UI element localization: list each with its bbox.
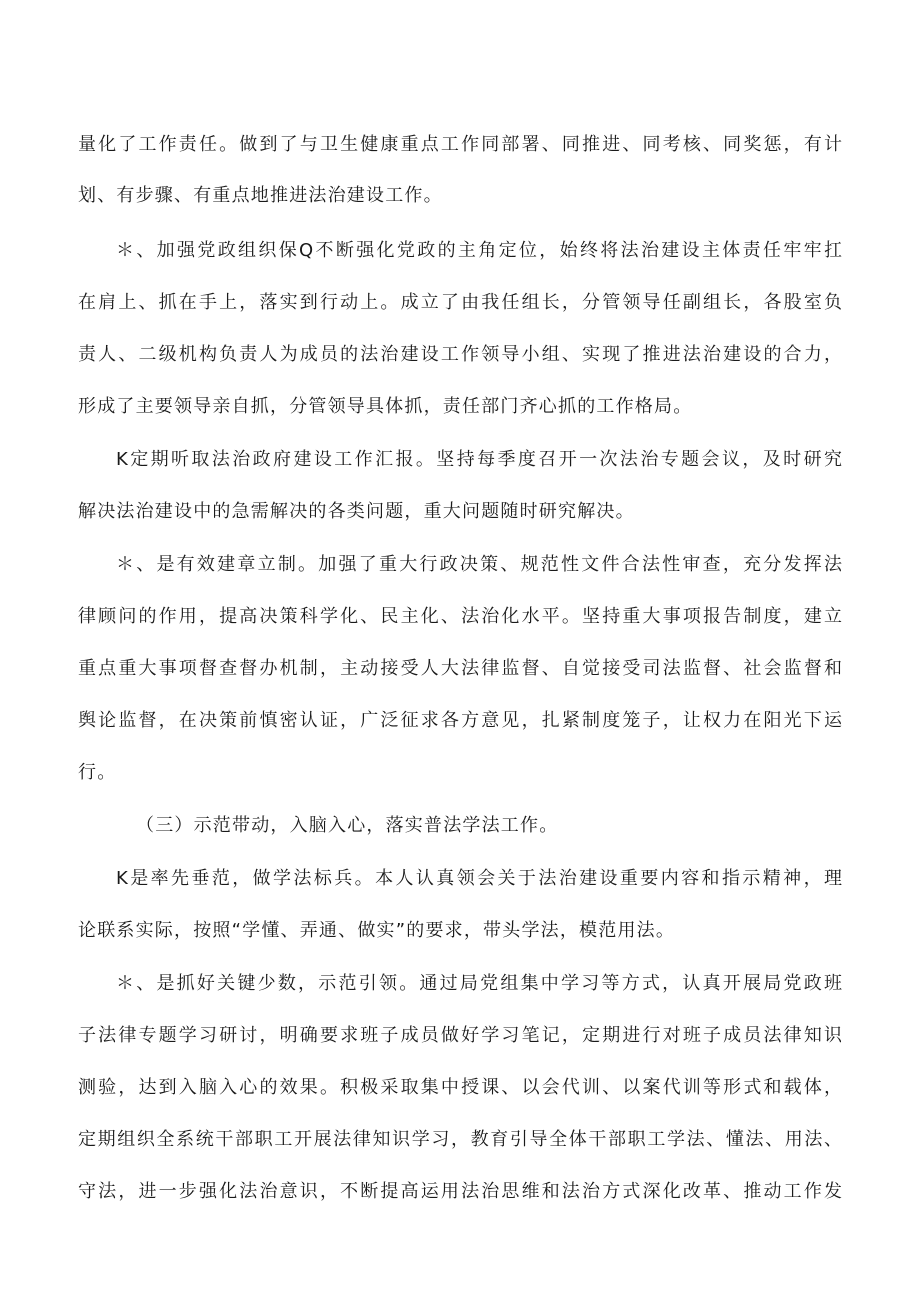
paragraph-start-line: ＊、加强党政组织保Q不断强化党政的主角定位，始终将法治建设主体责任牢牢扛 bbox=[116, 240, 842, 261]
text-line: 子法律专题学习研讨，明确要求班子成员做好学习笔记，定期进行对班子成员法律知识 bbox=[78, 1025, 842, 1046]
paragraph-start-line: K定期听取法治政府建设工作汇报。坚持每季度召开一次法治专题会议，及时研究 bbox=[116, 449, 842, 470]
paragraph-start-line: K是率先垂范，做学法标兵。本人认真领会关于法治建设重要内容和指示精神，理 bbox=[116, 868, 842, 889]
text-line: 量化了工作责任。做到了与卫生健康重点工作同部署、同推进、同考核、同奖惩，有计 bbox=[78, 134, 842, 155]
section-heading: （三）示范带动，入脑入心，落实普法学法工作。 bbox=[136, 815, 559, 836]
text-line: 责人、二级机构负责人为成员的法治建设工作领导小组、实现了推进法治建设的合力， bbox=[78, 344, 842, 365]
text-line: 行。 bbox=[78, 762, 117, 783]
text-line: 划、有步骤、有重点地推进法治建设工作。 bbox=[78, 185, 443, 206]
text-line: 重点重大事项督查督办机制，主动接受人大法律监督、自觉接受司法监督、社会监督和 bbox=[78, 658, 842, 679]
text-line: 守法，进一步强化法治意识，不断提高运用法治思维和法治方式深化改革、推动工作发 bbox=[78, 1181, 842, 1202]
text-line: 测验，达到入脑入心的效果。积极采取集中授课、以会代训、以案代训等形式和载体， bbox=[78, 1077, 842, 1098]
text-line: 舆论监督，在决策前慎密认证，广泛征求各方意见，扎紧制度笼子，让权力在阳光下运 bbox=[78, 710, 842, 731]
text-line: 解决法治建设中的急需解决的各类问题，重大问题随时研究解决。 bbox=[78, 501, 635, 522]
text-line: 律顾问的作用，提高决策科学化、民主化、法治化水平。坚持重大事项报告制度，建立 bbox=[78, 606, 842, 627]
text-line: 形成了主要领导亲自抓，分管领导具体抓，责任部门齐心抓的工作格局。 bbox=[78, 396, 693, 417]
paragraph-start-line: ＊、是有效建章立制。加强了重大行政决策、规范性文件合法性审查，充分发挥法 bbox=[116, 554, 842, 575]
text-line: 论联系实际，按照“学懂、弄通、做实”的要求，带头学法，模范用法。 bbox=[78, 920, 676, 941]
text-line: 定期组织全系统干部职工开展法律知识学习，教育引导全体干部职工学法、懂法、用法、 bbox=[78, 1129, 842, 1150]
text-line: 在肩上、抓在手上，落实到行动上。成立了由我任组长，分管领导任副组长，各股室负 bbox=[78, 292, 842, 313]
paragraph-start-line: ＊、是抓好关键少数，示范引领。通过局党组集中学习等方式，认真开展局党政班 bbox=[116, 973, 842, 994]
